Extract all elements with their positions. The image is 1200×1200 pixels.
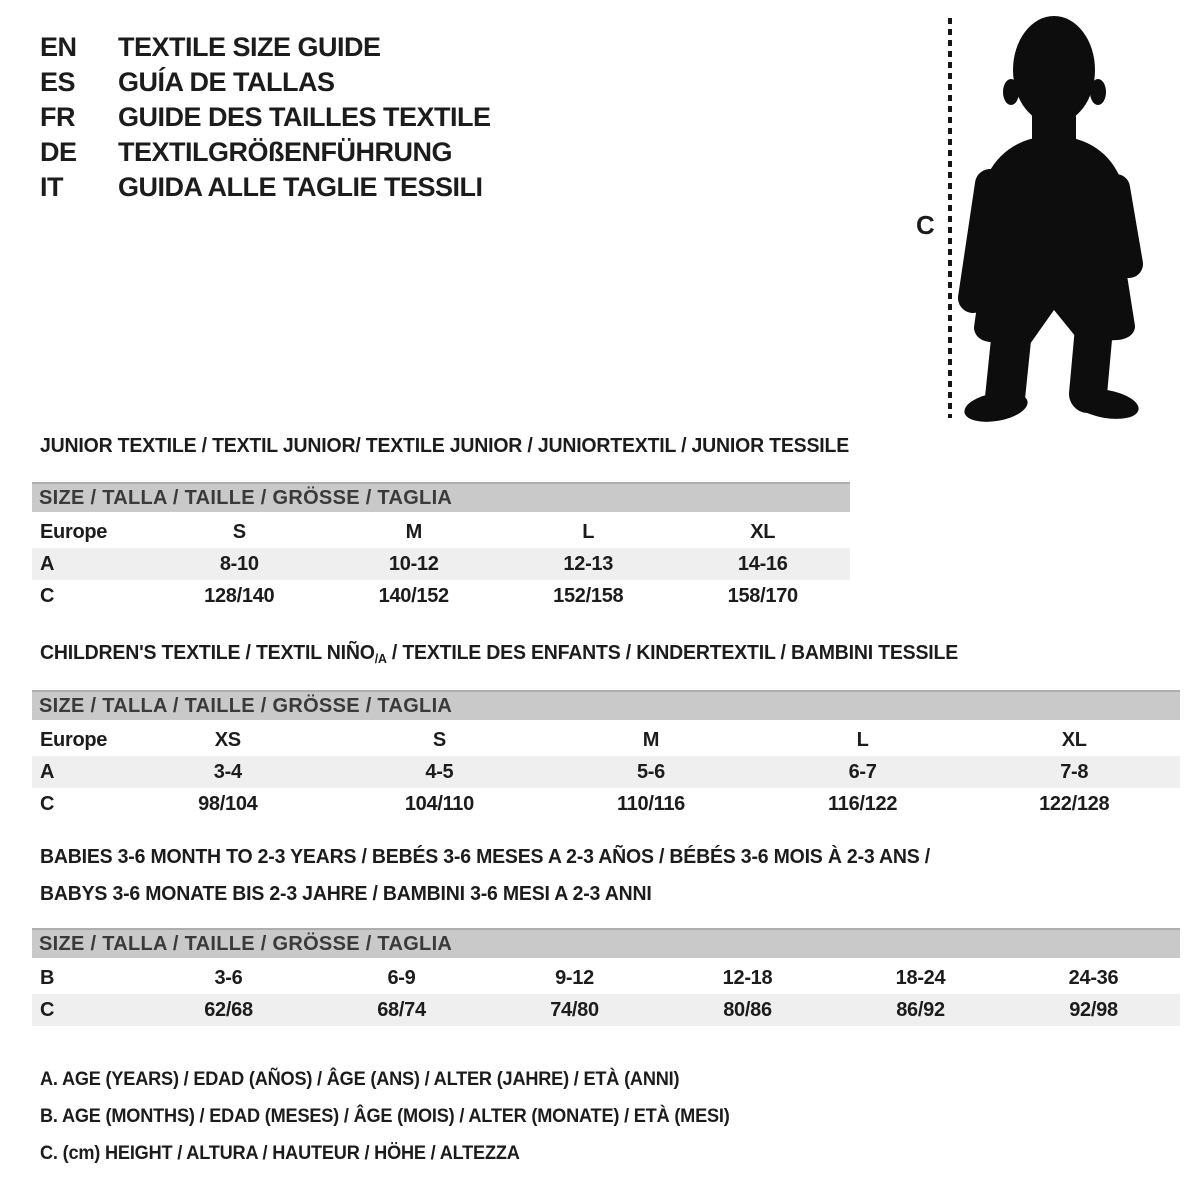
language-code: EN	[40, 32, 77, 62]
value-cell: 4-5	[425, 760, 454, 783]
language-code: DE	[40, 137, 77, 167]
legend-line-c: C. (cm) HEIGHT / ALTURA / HAUTEUR / HÖHE / ALTEZZA	[40, 1142, 520, 1164]
children-title-subscript: /A	[374, 651, 387, 666]
size-cell: S	[432, 728, 446, 751]
language-title-list	[40, 30, 491, 205]
value-cell: 3-6	[214, 966, 243, 989]
language-label: TEXTILE SIZE GUIDE	[118, 32, 381, 62]
value-cell: 110/116	[616, 792, 685, 815]
language-label: GUÍA DE TALLAS	[118, 67, 335, 97]
value-cell: 128/140	[204, 584, 275, 607]
language-row-de	[40, 135, 491, 170]
babies-section-title-line2: BABYS 3-6 MONATE BIS 2-3 JAHRE / BAMBINI 3-6 MESI A 2-3 ANNI	[40, 882, 652, 905]
legend-line-a: A. AGE (YEARS) / EDAD (AÑOS) / ÂGE (ANS) / ALTER (JAHRE) / ETÀ (ANNI)	[40, 1068, 680, 1090]
row-label: Europe	[40, 520, 108, 543]
value-cell: 12-13	[563, 552, 614, 575]
value-cell: 10-12	[388, 552, 439, 575]
size-cell: S	[232, 520, 246, 543]
height-measure-label: C	[916, 210, 935, 240]
value-cell: 62/68	[204, 998, 253, 1021]
size-cell: L	[856, 728, 869, 751]
value-cell: 86/92	[896, 998, 945, 1021]
language-label: GUIDE DES TAILLES TEXTILE	[118, 102, 491, 132]
size-cell: XS	[214, 728, 241, 751]
row-label: C	[40, 792, 55, 815]
size-header-bar: SIZE / TALLA / TAILLE / GRÖSSE / TAGLIA	[32, 482, 850, 512]
baby-silhouette-figure	[958, 8, 1148, 433]
table-row-europe	[32, 516, 850, 548]
value-cell: 18-24	[895, 966, 946, 989]
language-label: GUIDA ALLE TAGLIE TESSILI	[118, 172, 483, 202]
table-row-age	[32, 548, 850, 580]
value-cell: 116/122	[828, 792, 898, 815]
size-cell: XL	[1061, 728, 1087, 751]
value-cell: 80/86	[723, 998, 772, 1021]
value-cell: 152/158	[553, 584, 624, 607]
size-cell: M	[405, 520, 422, 543]
language-code: FR	[40, 102, 75, 132]
value-cell: 92/98	[1069, 998, 1118, 1021]
row-label: C	[40, 584, 55, 607]
babies-size-table	[32, 928, 1180, 1026]
table-row-height	[32, 788, 1180, 820]
size-cell: L	[582, 520, 595, 543]
toddler-silhouette-icon	[958, 8, 1148, 428]
children-title-part2: / TEXTILE DES ENFANTS / KINDERTEXTIL / BAMBINI TESSILE	[386, 641, 959, 664]
height-measure-dashed-line	[948, 18, 952, 418]
table-row-height	[32, 580, 850, 612]
value-cell: 8-10	[219, 552, 259, 575]
junior-size-table	[32, 482, 850, 612]
value-cell: 3-4	[213, 760, 242, 783]
language-row-en	[40, 30, 491, 65]
value-cell: 12-18	[722, 966, 773, 989]
language-label: TEXTILGRÖßENFÜHRUNG	[118, 137, 452, 167]
babies-section-title-line1: BABIES 3-6 MONTH TO 2-3 YEARS / BEBÉS 3-6 MESES A 2-3 AÑOS / BÉBÉS 3-6 MOIS À 2-3 ANS /	[40, 845, 931, 868]
value-cell: 24-36	[1068, 966, 1119, 989]
children-section-title	[40, 641, 958, 665]
value-cell: 6-9	[387, 966, 416, 989]
table-row-months	[32, 962, 1180, 994]
row-label: C	[40, 998, 55, 1021]
value-cell: 9-12	[555, 966, 594, 989]
size-header-bar: SIZE / TALLA / TAILLE / GRÖSSE / TAGLIA	[32, 928, 1180, 958]
size-cell: M	[642, 728, 660, 751]
value-cell: 6-7	[848, 760, 877, 783]
row-label: A	[40, 760, 55, 783]
junior-section-title: JUNIOR TEXTILE / TEXTIL JUNIOR/ TEXTILE JUNIOR / JUNIORTEXTIL / JUNIOR TESSILE	[40, 434, 850, 457]
value-cell: 5-6	[636, 760, 665, 783]
language-code: ES	[40, 67, 76, 97]
value-cell: 98/104	[198, 792, 258, 815]
language-row-it	[40, 170, 491, 205]
legend-line-b: B. AGE (MONTHS) / EDAD (MESES) / ÂGE (MOIS) / ALTER (MONATE) / ETÀ (MESI)	[40, 1105, 730, 1127]
children-size-table	[32, 690, 1180, 820]
row-label: A	[40, 552, 55, 575]
language-row-fr	[40, 100, 491, 135]
value-cell: 104/110	[404, 792, 474, 815]
value-cell: 122/128	[1039, 792, 1110, 815]
size-header-bar: SIZE / TALLA / TAILLE / GRÖSSE / TAGLIA	[32, 690, 1180, 720]
row-label: B	[40, 966, 55, 989]
value-cell: 68/74	[377, 998, 426, 1021]
table-row-age	[32, 756, 1180, 788]
language-row-es	[40, 65, 491, 100]
table-row-height	[32, 994, 1180, 1026]
value-cell: 158/170	[727, 584, 798, 607]
table-row-europe	[32, 724, 1180, 756]
value-cell: 7-8	[1060, 760, 1089, 783]
value-cell: 14-16	[737, 552, 788, 575]
size-cell: XL	[750, 520, 776, 543]
row-label: Europe	[40, 728, 108, 751]
language-code: IT	[40, 172, 63, 202]
value-cell: 74/80	[550, 998, 599, 1021]
children-title-part1: CHILDREN'S TEXTILE / TEXTIL NIÑO	[40, 641, 375, 664]
value-cell: 140/152	[378, 584, 449, 607]
